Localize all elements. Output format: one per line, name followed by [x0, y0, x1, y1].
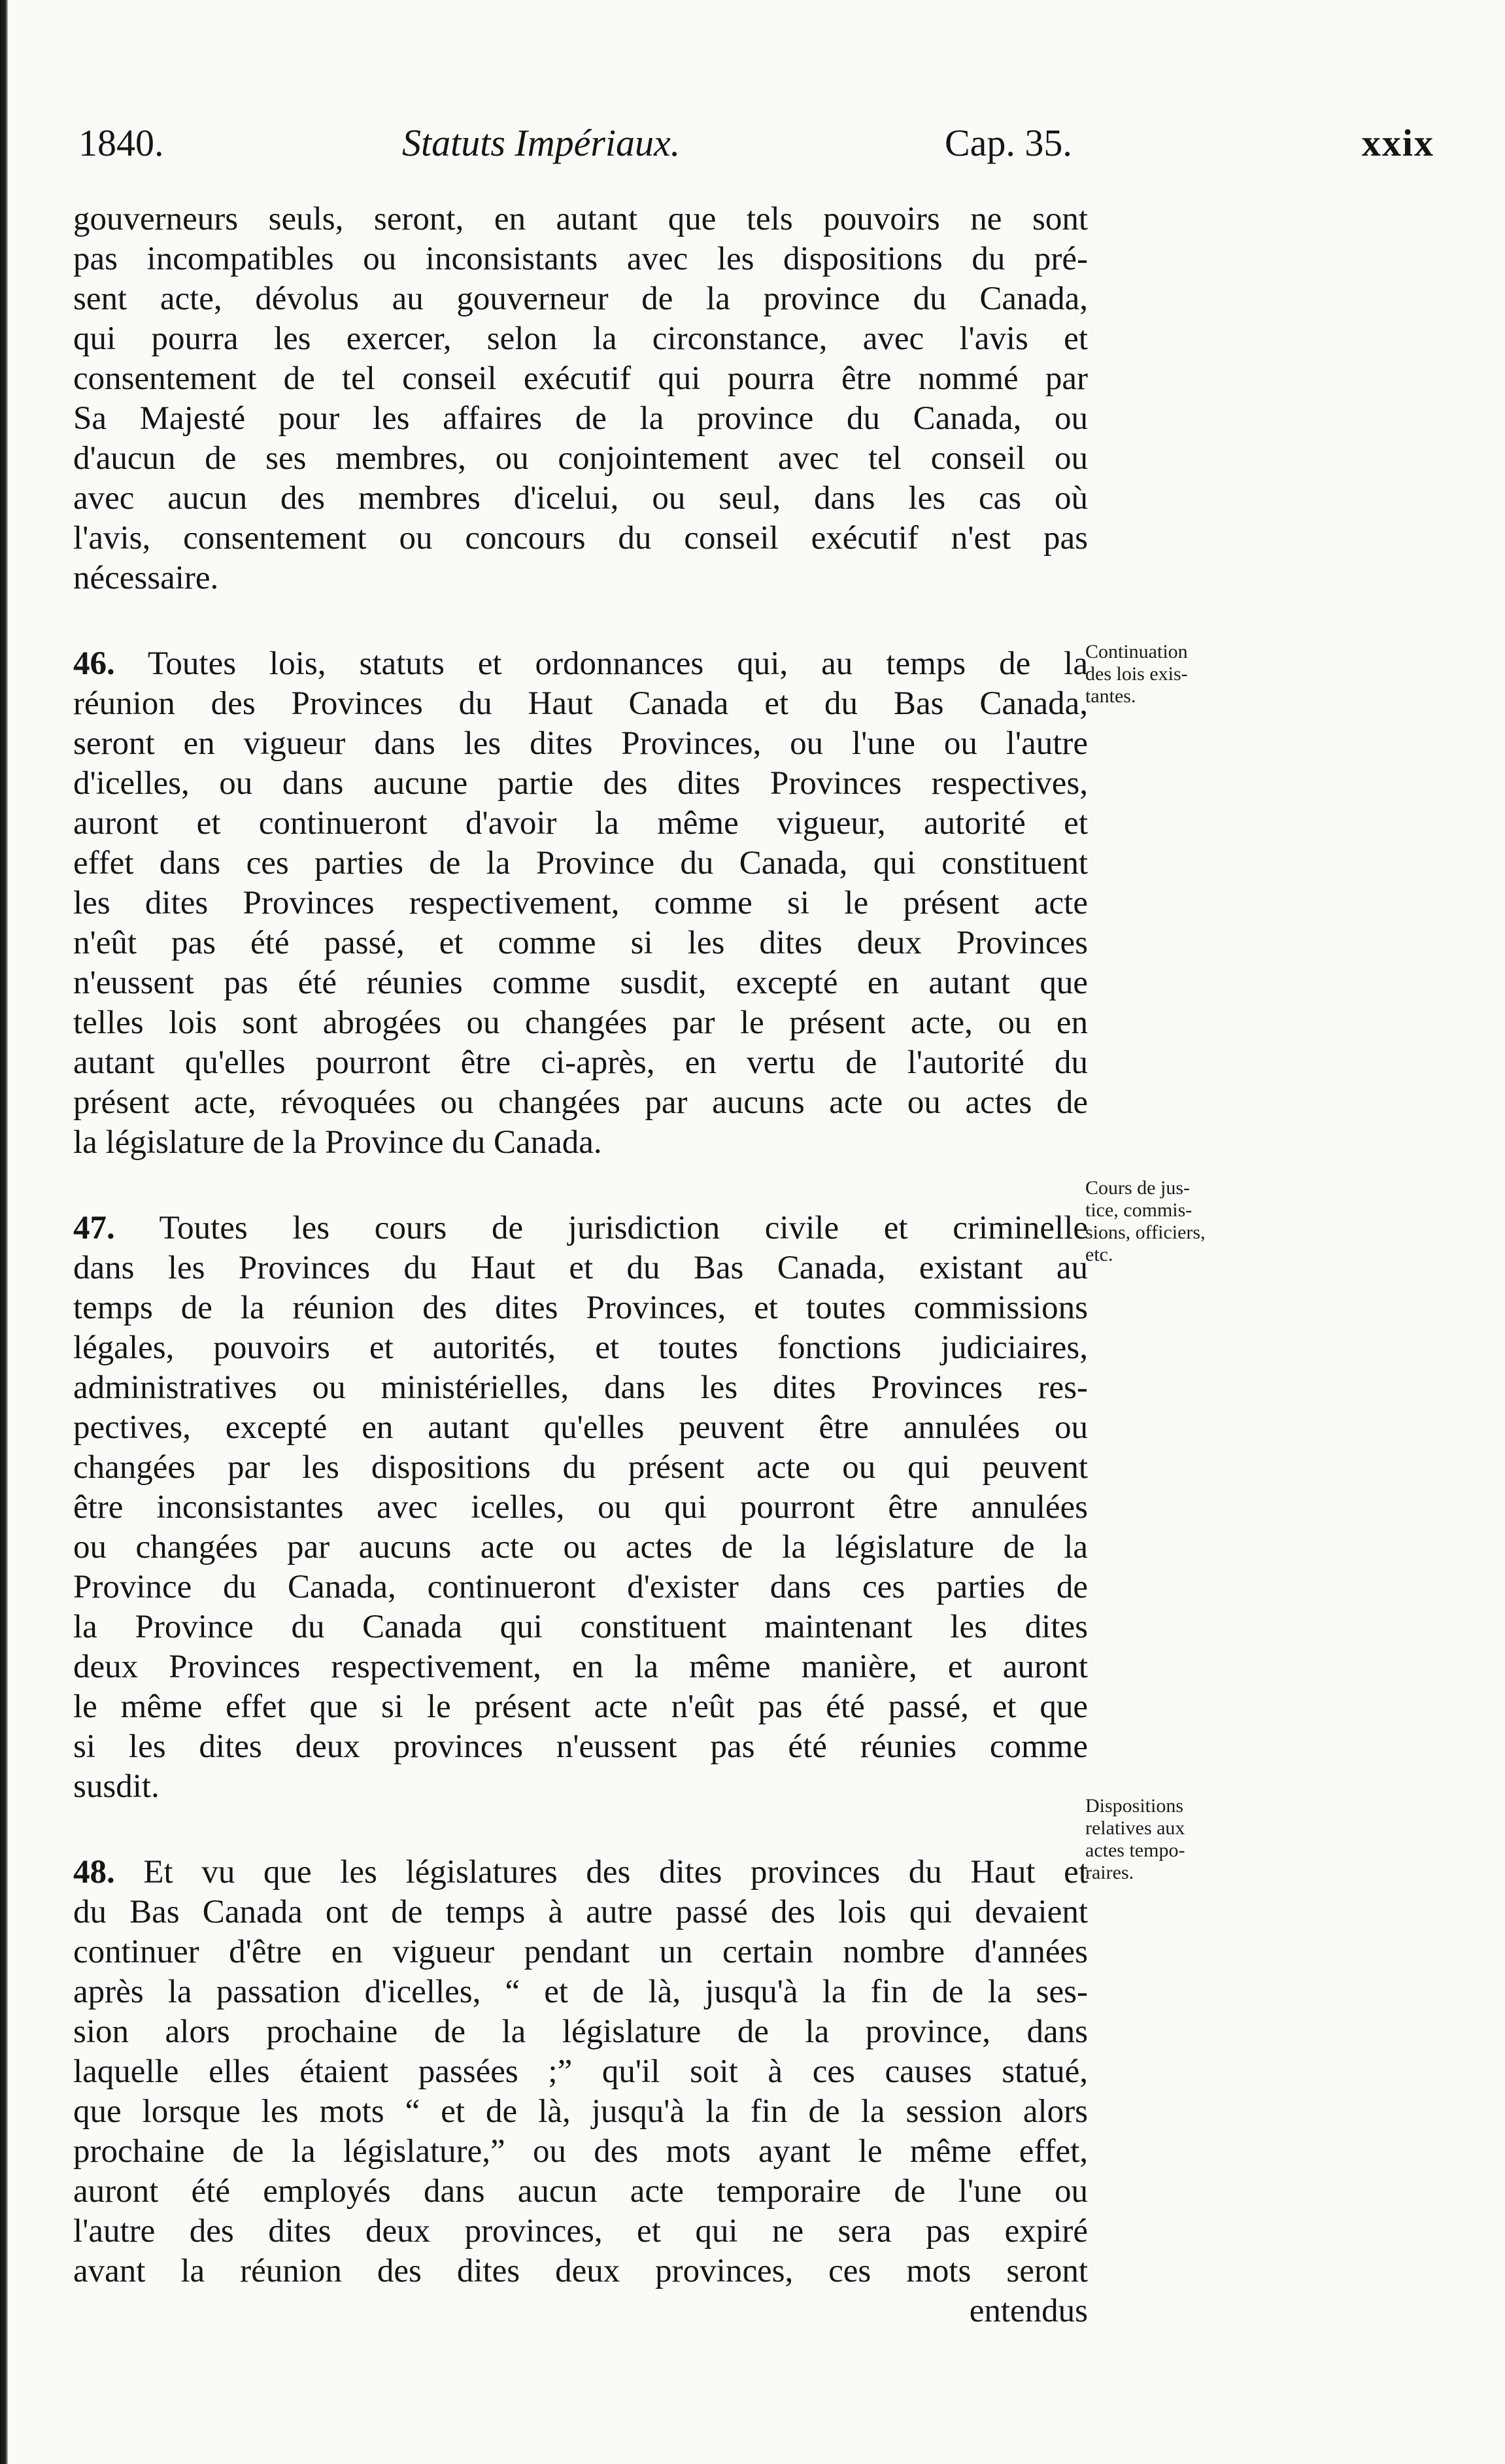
- text-line: d'icelles, ou dans aucune partie des dites Provinces respectives,: [73, 765, 1088, 802]
- text-line: présent acte, révoquées ou changées par aucuns acte ou actes de: [73, 1084, 1088, 1121]
- section-46: [73, 644, 1088, 1163]
- margin-note-line: des lois exis-: [1085, 663, 1188, 685]
- margin-note-47: [1085, 1177, 1268, 1266]
- text-line: du Bas Canada ont de temps à autre passé des lois qui devaient: [73, 1894, 1088, 1930]
- text-line: que lorsque les mots “ et de là, jusqu'à la fin de la session alors: [73, 2093, 1088, 2130]
- header-chapter: Cap. 35.: [945, 122, 1072, 164]
- text-line: Sa Majesté pour les affaires de la province du Canada, ou: [73, 400, 1088, 437]
- margin-note-line: Dispositions: [1085, 1795, 1184, 1817]
- text-line: autant qu'elles pourront être ci-après, en vertu de l'autorité du: [73, 1044, 1088, 1081]
- text-line: légales, pouvoirs et autorités, et toutes fonctions judiciaires,: [73, 1329, 1088, 1366]
- text-line: être inconsistantes avec icelles, ou qui pourront être annulées: [73, 1489, 1088, 1526]
- text-line: l'autre des dites deux provinces, et qui ne sera pas expiré: [73, 2213, 1088, 2250]
- margin-note-line: sions, officiers,: [1085, 1222, 1206, 1243]
- page-header: [78, 121, 1445, 180]
- section-47: [73, 1208, 1088, 1807]
- section-number: 46.: [73, 645, 115, 682]
- text-line: seront en vigueur dans les dites Provinces, ou l'une ou l'autre: [73, 725, 1088, 762]
- section-number: 48.: [73, 1854, 115, 1891]
- text-line: consentement de tel conseil exécutif qui pourra être nommé par: [73, 360, 1088, 397]
- margin-note-46: [1085, 641, 1268, 708]
- margin-note-line: actes tempo-: [1085, 1839, 1185, 1861]
- margin-note-line: Cours de jus-: [1085, 1177, 1190, 1199]
- text-line: susdit.: [73, 1768, 160, 1805]
- text-line: n'eussent pas été réunies comme susdit, excepté en autant que: [73, 965, 1088, 1001]
- text-line: deux Provinces respectivement, en la même manière, et auront: [73, 1649, 1088, 1685]
- text-line: 47. Toutes les cours de jurisdiction civile et criminelle: [73, 1210, 1088, 1246]
- text-line: d'aucun de ses membres, ou conjointement avec tel conseil ou: [73, 440, 1088, 477]
- text-line: gouverneurs seuls, seront, en autant que tels pouvoirs ne sont: [73, 201, 1088, 237]
- text-line: auront été employés dans aucun acte temporaire de l'une ou: [73, 2173, 1088, 2210]
- text-line: changées par les dispositions du présent acte ou qui peuvent: [73, 1449, 1088, 1486]
- text-line: laquelle elles étaient passées ;” qu'il soit à ces causes statué,: [73, 2053, 1088, 2090]
- page-number: xxix: [1361, 122, 1434, 164]
- header-year: 1840.: [78, 122, 164, 164]
- margin-note-line: raires.: [1085, 1862, 1134, 1883]
- text-line: le même effet que si le présent acte n'eût pas été passé, et que: [73, 1688, 1088, 1725]
- text-line: l'avis, consentement ou concours du conseil exécutif n'est pas: [73, 520, 1088, 556]
- text-line: 46. Toutes lois, statuts et ordonnances qui, au temps de la: [73, 645, 1088, 682]
- text-line: effet dans ces parties de la Province du Canada, qui constituent: [73, 845, 1088, 881]
- text-line: avec aucun des membres d'icelui, ou seul, dans les cas où: [73, 480, 1088, 517]
- text-line: pectives, excepté en autant qu'elles peuvent être annulées ou: [73, 1409, 1088, 1446]
- text-line: sent acte, dévolus au gouverneur de la province du Canada,: [73, 281, 1088, 317]
- text-line: continuer d'être en vigueur pendant un certain nombre d'années: [73, 1934, 1088, 1970]
- text-line: 48. Et vu que les législatures des dites provinces du Haut et: [73, 1854, 1088, 1891]
- text-line: Province du Canada, continueront d'exister dans ces parties de: [73, 1569, 1088, 1605]
- header-title: Statuts Impériaux.: [402, 122, 681, 164]
- text-line: la Province du Canada qui constituent maintenant les dites: [73, 1609, 1088, 1645]
- margin-note-line: tice, commis-: [1085, 1199, 1192, 1221]
- text-line: les dites Provinces respectivement, comme si le présent acte: [73, 885, 1088, 921]
- text-line: temps de la réunion des dites Provinces, et toutes commissions: [73, 1290, 1088, 1326]
- margin-note-line: etc.: [1085, 1244, 1113, 1265]
- text-line: la législature de la Province du Canada.: [73, 1124, 602, 1161]
- scan-edge: [0, 0, 8, 2464]
- margin-note-48: [1085, 1795, 1268, 1884]
- catchword: entendus: [969, 2293, 1088, 2329]
- margin-note-line: Continuation: [1085, 641, 1188, 662]
- text-line: administratives ou ministérielles, dans les dites Provinces res-: [73, 1369, 1088, 1406]
- text-line: auront et continueront d'avoir la même vigueur, autorité et: [73, 805, 1088, 842]
- page-body: [73, 199, 1088, 2331]
- text-line: après la passation d'icelles, “ et de là, jusqu'à la fin de la ses-: [73, 1974, 1088, 2010]
- intro-paragraph: [73, 199, 1088, 598]
- section-48: [73, 1853, 1088, 2331]
- text-line: dans les Provinces du Haut et du Bas Canada, existant au: [73, 1250, 1088, 1286]
- text-line: prochaine de la législature,” ou des mots ayant le même effet,: [73, 2133, 1088, 2170]
- text-line: ou changées par aucuns acte ou actes de la législature de la: [73, 1529, 1088, 1566]
- text-line: sion alors prochaine de la législature de la province, dans: [73, 2013, 1088, 2050]
- text-line: si les dites deux provinces n'eussent pas été réunies comme: [73, 1728, 1088, 1765]
- text-line: réunion des Provinces du Haut Canada et du Bas Canada,: [73, 685, 1088, 722]
- text-line: avant la réunion des dites deux provinces, ces mots seront: [73, 2253, 1088, 2289]
- text-line: nécessaire.: [73, 560, 219, 596]
- margin-note-line: tantes.: [1085, 685, 1136, 707]
- text-line: pas incompatibles ou inconsistants avec les dispositions du pré-: [73, 241, 1088, 277]
- margin-note-line: relatives aux: [1085, 1817, 1185, 1839]
- text-line: n'eût pas été passé, et comme si les dites deux Provinces: [73, 925, 1088, 961]
- text-line: telles lois sont abrogées ou changées par le présent acte, ou en: [73, 1004, 1088, 1041]
- text-line: qui pourra les exercer, selon la circonstance, avec l'avis et: [73, 320, 1088, 357]
- section-number: 47.: [73, 1210, 115, 1246]
